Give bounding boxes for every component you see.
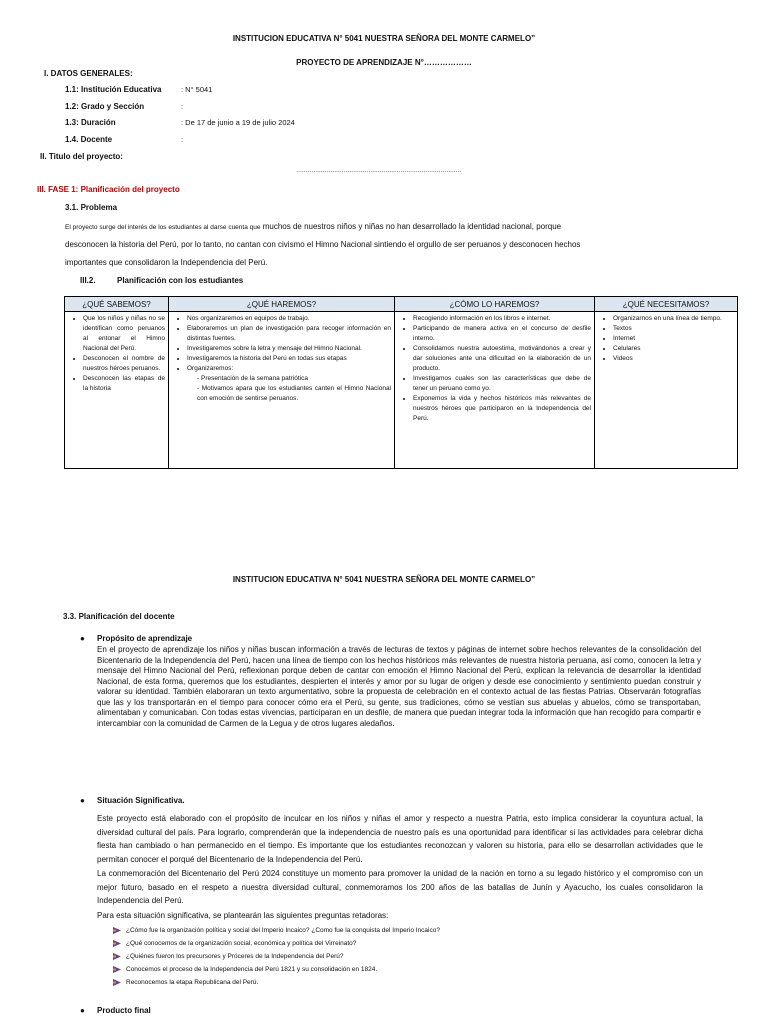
problem-lead: El proyecto surge del interés de los estudiantes al darse cuenta que [65,224,261,231]
sublist-item: - Presentación de la semana patriótica [197,374,391,384]
list-item: • Celulares [613,344,734,354]
situation-paragraph-3: Para esta situación significativa, se plantearán las siguientes preguntas retadoras: [97,911,389,920]
challenge-question: Reconocemos la etapa Republicana del Perú. [126,979,259,986]
field-label-teacher: 1.4. Docente [65,135,113,144]
bullet-dot-icon: ● [80,634,85,643]
section-general-data-title: I. DATOS GENERALES: [44,69,133,78]
project-title-dotted-line: …………………………………………………………………………… [296,168,462,174]
problem-heading: 3.1. Problema [65,203,118,212]
situation-paragraph-2: La conmemoración del Bicentenario del Perú 2024 constituye un momento para promover la unidad de la nación en torno a su legado histórico y el compromiso con un mejor futuro, basado en el respeto a nuestra diversidad cultural, conmemoramos los 200 años de las batallas de Junín y Ayacucho, los cuales consolidaron la Independencia del Perú. [97,869,703,905]
planning-table [64,296,738,469]
list-item: • Desconocen el nombre de nuestros héroes peruanos. [83,354,165,374]
list-item: • Participando de manera activa en el concurso de desfile interno. [413,324,591,344]
arrow-marker-icon [113,953,121,960]
list-what-we-know [68,314,165,394]
sublist-item: - Motivamos apara que los estudiantes canten el Himno Nacional con emoción de sentirse peruanos. [197,384,391,404]
challenge-questions-list [113,924,673,989]
list-item: • Videos [613,354,734,364]
list-item: • Investigamos cuales son las características que debe de tener un peruano como yo. [413,374,591,394]
list-item: • Que los niños y niñas no se identifican como peruanos al entonar el Himno Nacional del Perú. [83,314,165,354]
problem-line-1 [65,218,703,237]
challenge-question: ¿Qué conocemos de la organización social, económica y política del Virreinato? [126,940,357,947]
table-cell-how-we-will-do [395,312,595,469]
list-item: • Organizarnos en una línea de tiempo. [613,314,734,324]
list-item: • Investigaremos sobre la letra y mensaje del Himno Nacional. [187,344,391,354]
list-item [113,976,673,989]
list-item: • Recogiendo información en los libros e internet. [413,314,591,324]
list-item: • Textos [613,324,734,334]
problem-line-2: desconocen la historia del Perú, por lo tanto, no cantan con civismo el Himno Nacional sintiendo el orgullo de ser peruanos y desconocen hechos [65,240,581,249]
table-cell-what-we-need [595,312,738,469]
list-item [113,937,673,950]
list-how-we-will-do [398,314,591,424]
teacher-planning-heading: 3.3. Planificación del docente [63,612,175,621]
arrow-marker-icon [113,966,121,973]
list-item: • Exponemos la vida y hechos históricos más relevantes de nuestros héroes que participaron en la Independencia del Perú. [413,394,591,424]
field-value-duration: : De 17 de junio a 19 de julio 2024 [181,118,295,127]
arrow-marker-icon [113,940,121,947]
field-value-teacher: : [181,135,184,144]
table-cell-what-we-will-do [169,312,395,469]
table-header-what-we-need: ¿QUÉ NECESITAMOS? [595,297,738,312]
list-item: • Elaboraremos un plan de investigación para recoger información en distintas fuentes. [187,324,391,344]
list-what-we-need [598,314,734,364]
school-name-page2: INSTITUCION EDUCATIVA N° 5041 NUESTRA SEÑORA DEL MONTE CARMELO” [232,575,536,584]
list-item [113,924,673,937]
field-label-institution: 1.1: Institución Educativa [65,85,162,94]
arrow-marker-icon [113,927,121,934]
list-item-text: Organizaremos: [187,365,234,372]
list-item: • Investigaremos la historia del Perú en todas sus etapas [187,354,391,364]
situation-heading: Situación Significativa. [97,796,185,805]
list-what-we-will-do [172,314,391,404]
table-header-how-we-will-do: ¿CÓMO LO HAREMOS? [395,297,595,312]
field-value-grade: : [181,102,184,111]
problem-line-3: importantes que consolidaron la Independencia del Perú. [65,258,268,267]
list-item: • Internet [613,334,734,344]
bullet-dot-icon: ● [80,796,85,805]
field-label-duration: 1.3: Duración [65,118,116,127]
section-project-title-label: II. Titulo del proyecto: [40,152,123,161]
problem-line-1-rest: muchos de nuestros niños y niñas no han desarrollado la identidad nacional, porque [260,222,562,231]
challenge-question: ¿Cómo fue la organización política y social del Imperio Incaico? ¿Como fue la conquista del Imperio Incaico? [126,927,440,934]
table-header-what-we-will-do: ¿QUÉ HAREMOS? [169,297,395,312]
list-item [113,963,673,976]
sublist-organize [187,374,391,404]
school-name: INSTITUCION EDUCATIVA N° 5041 NUESTRA SEÑORA DEL MONTE CARMELO” [232,34,536,43]
list-item: • Nos organizaremos en equipos de trabajo. [187,314,391,324]
situation-paragraph-1: Este proyecto está elaborado con el propósito de inculcar en los niños y niñas el amor y respecto a nuestra Patria, esto implica considerar la coyuntura actual, la diversidad cultural del país. Para lograrlo, comprenderán que la independencia de nuestro país es una oportunidad para identificar si las actividades para celebrar dicha fiesta han cambiado o han permanecido en el tiempo. Es importante que los estudiantes reconozcan y valoren su historia, para ello se desarrollan actividades que le permitan conocer el porqué del Bicentenario de la Independencia del Perú. [97,814,703,864]
phase1-heading: III. FASE 1: Planificación del proyecto [37,185,180,194]
list-item [187,364,391,404]
challenge-question: Conocemos el proceso de la Independencia del Perú 1821 y su consolidación en 1824. [126,966,378,973]
planning-students-heading: Planificación con los estudiantes [117,276,244,285]
planning-students-number: III.2. [80,276,96,285]
list-item [113,950,673,963]
list-item: • Desconocen las etapas de la historia [83,374,165,394]
purpose-heading: Propósito de aprendizaje [97,634,193,643]
challenge-question: ¿Quiénes fueron los precursores y Próceres de la Independencia del Perú? [126,953,344,960]
arrow-marker-icon [113,979,121,986]
table-cell-what-we-know [65,312,169,469]
bullet-dot-icon: ● [80,1006,85,1015]
field-value-institution: : N° 5041 [181,85,213,94]
table-header-what-we-know: ¿QUÉ SABEMOS? [65,297,169,312]
purpose-text: En el proyecto de aprendizaje los niños y niñas buscan información a través de lecturas de textos y páginas de internet sobre hechos relevantes de la consolidación del Bicentenario de la Independencia del Perú, hacen una línea de tiempo con los hechos históricos más relevantes de nuestra historia peruana, así como, conocen la letra y mensaje del Himno Nacional del Perú, reflexionan porque deben de cantar con emoción el Himno Nacional del Perú, explican la relevancia de desarrollar la identidad Nacional, de esta forma, queremos que los estudiantes, despierten el interés y amor por su lugar de origen y desde ese conocimiento y sentimiento puedan construir y valorar su identidad. También elaboraran un texto argumentativo, sobre la propuesta de celebración en el contexto actual de las fiestas Patrias. Observarán fotografías que las y los transportarán en el tiempo para conocer cómo era el Perú, su gente, sus tradiciones, cómo se vestían sus abuelas y abuelos, cómo se transportaban, alimentaban y comunicaban. Con todas estas vivencias, participaran en un desfile, de manera que puedan integrar toda la información que han recogido para compartir e intercambiar con la comunidad de Carmen de la Legua y de otros lugares aledaños. [97,645,701,728]
project-title: PROYECTO DE APRENDIZAJE N°……………… [296,58,472,67]
final-product-heading: Producto final [97,1006,151,1015]
list-item: • Consolidamos nuestra autoestima, motivándonos a crear y dar soluciones ante una dificultad en la elaboración de un producto. [413,344,591,374]
field-label-grade: 1.2: Grado y Sección [65,102,145,111]
